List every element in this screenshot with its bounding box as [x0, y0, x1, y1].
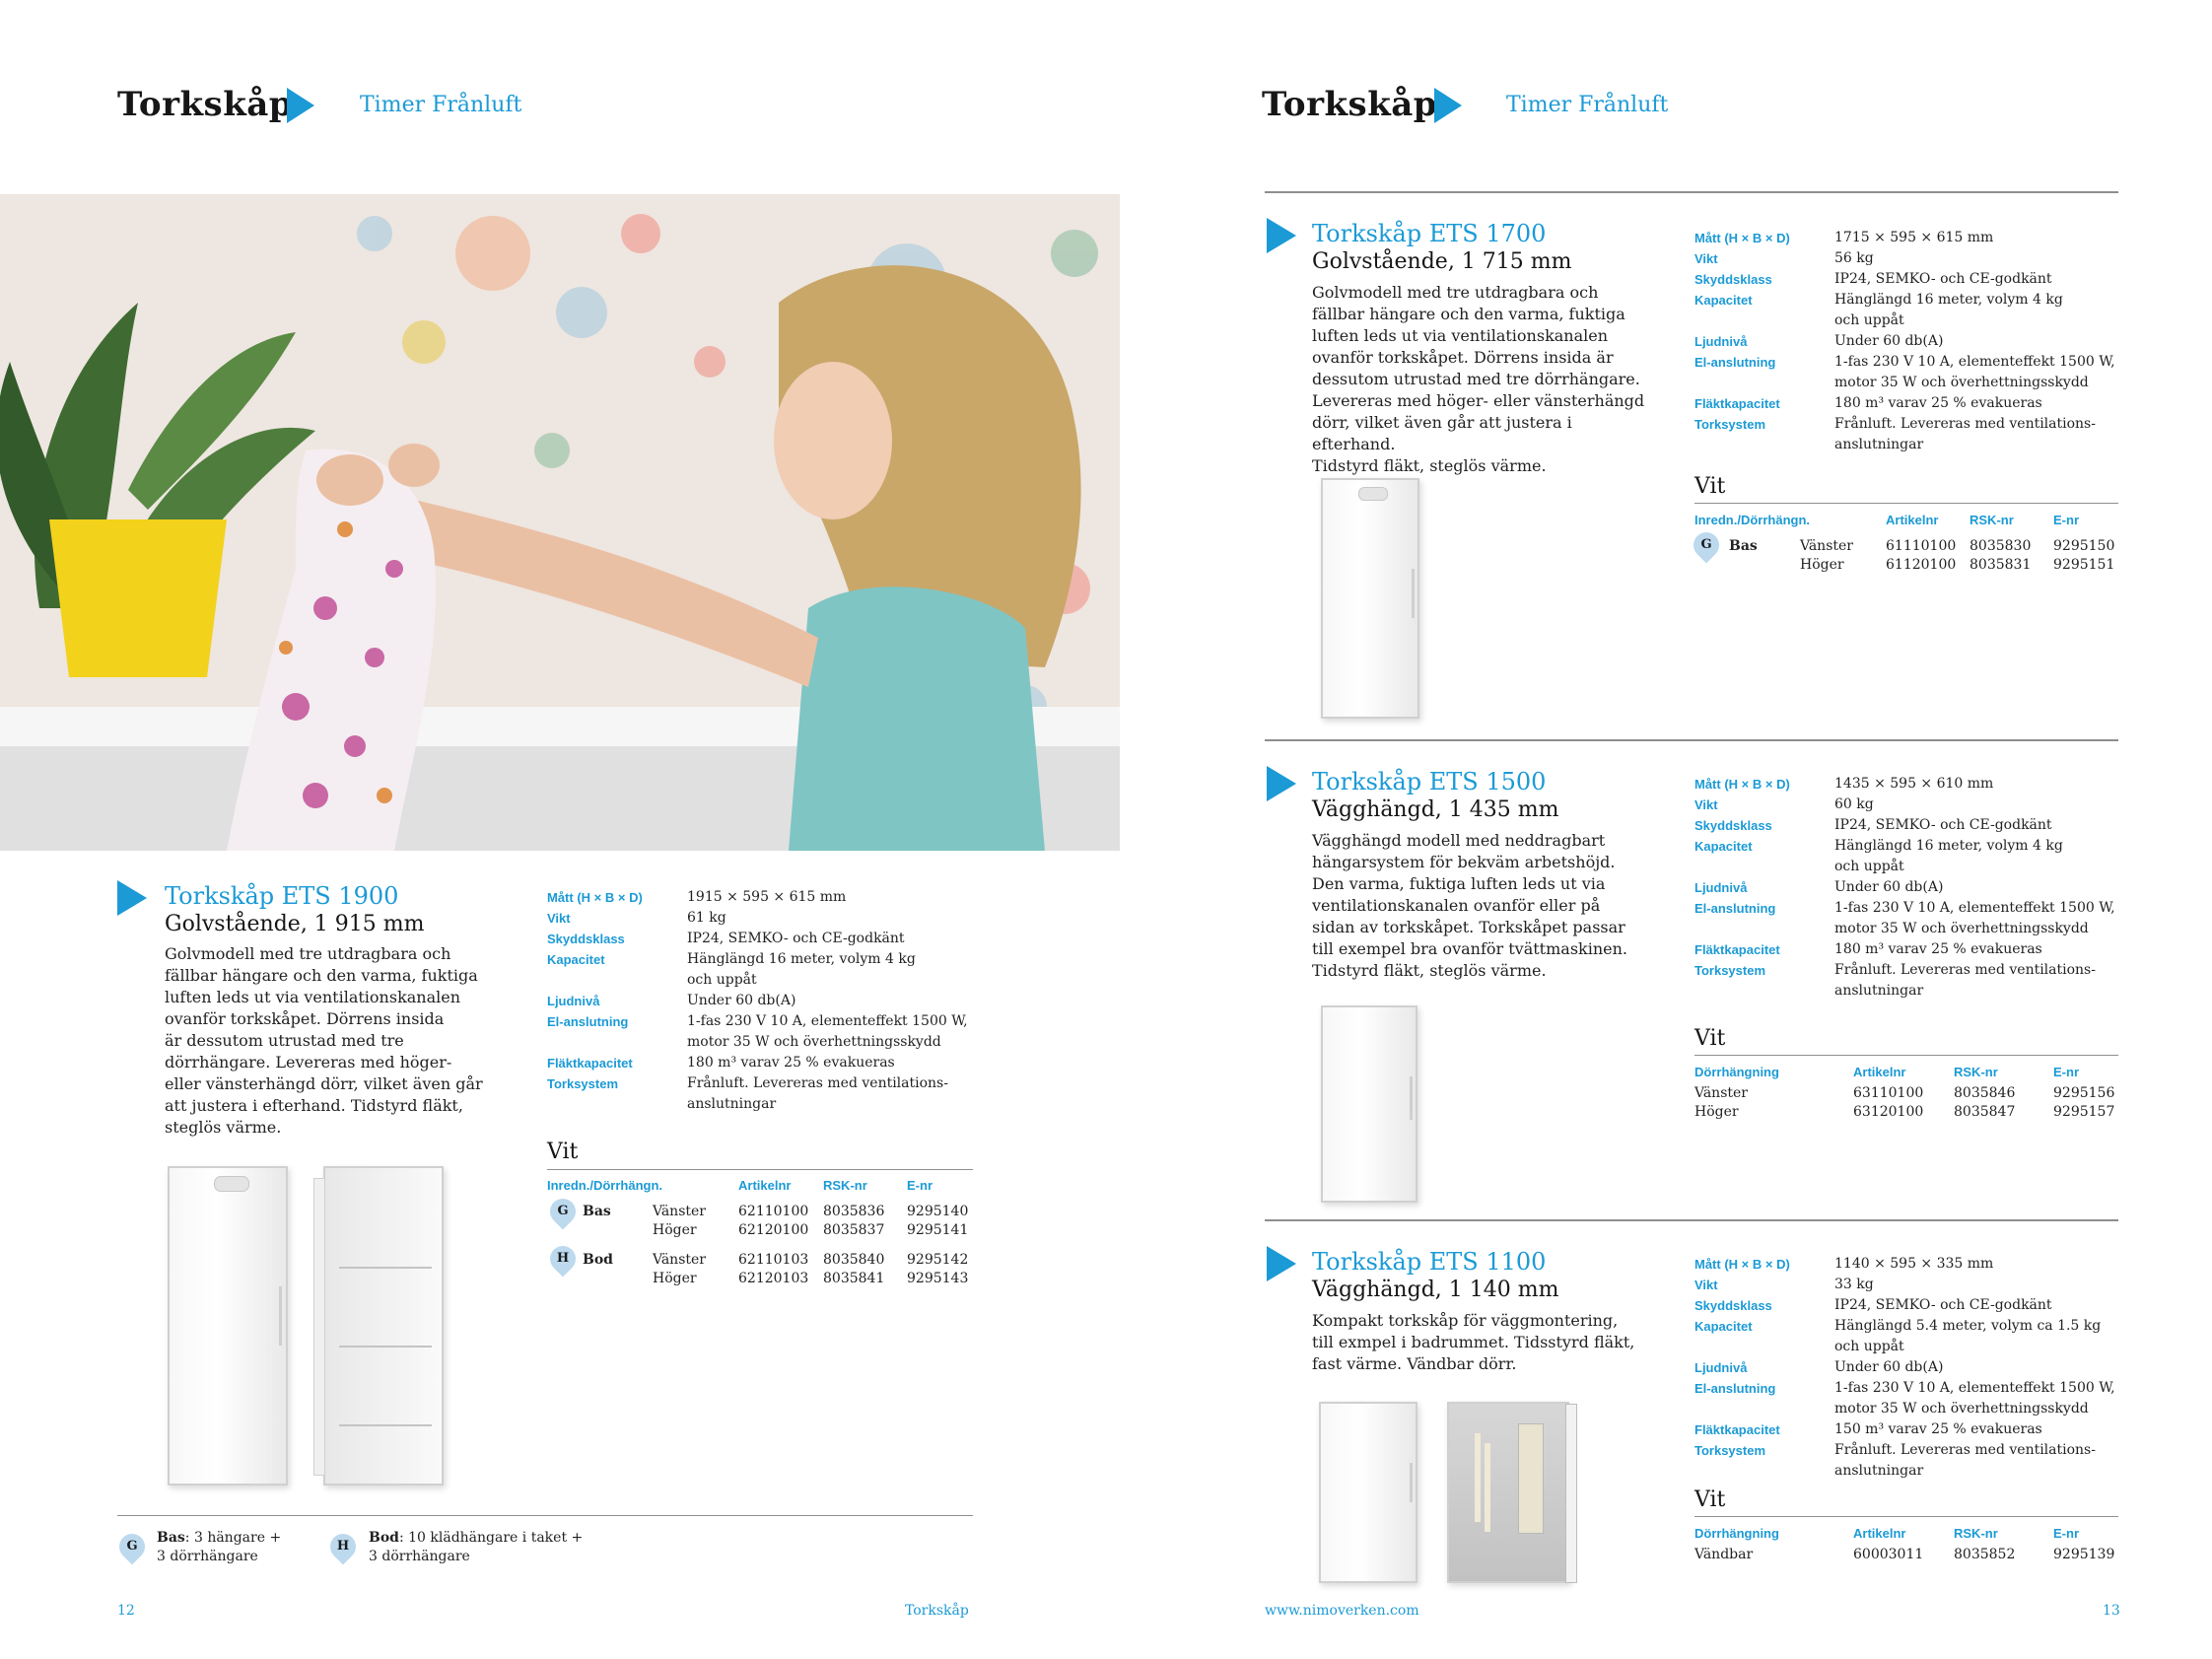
table-cell: Höger [1694, 1104, 1739, 1120]
col-header: E-nr [2053, 513, 2079, 527]
divider [117, 1515, 973, 1516]
col-header: Artikelnr [1886, 513, 1939, 527]
website-url[interactable]: www.nimoverken.com [1265, 1603, 1419, 1619]
spec-label: Kapacitet [1694, 839, 1753, 854]
col-header: RSK-nr [1954, 1526, 1998, 1541]
spec-list-ets1900 [547, 887, 973, 1115]
col-header: E-nr [2053, 1526, 2079, 1541]
left-header-title: Torkskåp [117, 85, 294, 124]
spec-label: El-anslutning [1694, 355, 1776, 370]
spec-value: Hänglängd 16 meter, volym 4 kg och uppåt [1834, 292, 2063, 328]
spec-label: Vikt [1694, 251, 1718, 266]
table-cell: 8035840 [823, 1252, 885, 1268]
table-cell: 62110103 [738, 1252, 809, 1268]
spec-value: Frånluft. Levereras med ventilations- anslutningar [1834, 962, 2096, 999]
col-header-enr: E-nr [907, 1178, 933, 1193]
spec-list-ets1100 [1694, 1254, 2120, 1482]
spec-value: 1140 × 595 × 335 mm [1834, 1256, 1994, 1272]
spec-label: Skyddsklass [1694, 1298, 1772, 1313]
col-header-inredn: Inredn./Dörrhängn. [547, 1178, 662, 1193]
spec-value: 1915 × 595 × 615 mm [687, 889, 847, 905]
badge-g-label: G [557, 1204, 569, 1218]
product-subtitle-ets1700: Golvstående, 1 715 mm [1312, 249, 1572, 274]
spec-label: Kapacitet [1694, 1319, 1753, 1334]
table-cell: 8035831 [1970, 557, 2032, 573]
table-cell: 8035837 [823, 1222, 885, 1238]
product-name-ets1500: Torkskåp ETS 1500 [1312, 768, 1547, 795]
footnote-bold: Bas [157, 1530, 185, 1546]
spec-label: Vikt [547, 911, 571, 926]
cabinet-image-ets1500 [1321, 1005, 1417, 1203]
right-header-title: Torkskåp [1262, 85, 1438, 124]
color-heading: Vit [1694, 1026, 1726, 1051]
product-subtitle-ets1900: Golvstående, 1 915 mm [165, 912, 425, 936]
cabinet-image-open [323, 1166, 444, 1486]
spec-value: 33 kg [1834, 1277, 1874, 1292]
table-cell: 61120100 [1886, 557, 1957, 573]
spec-value: 180 m³ varav 25 % evakueras [687, 1055, 895, 1071]
product-description-ets1700: Golvmodell med tre utdragbara och fällbar hängare och den varma, fuktiga luften leds ut via ventilationskanalen ovanför torkskåpet. Dörrens insida är dessutom utrustad med tre dörrhängare. Levereras med höger- eller vänsterhängd dörr, vilket även går att justera i efterhand. Tidstyrd fläkt, steglös värme. [1312, 283, 1645, 475]
spec-label: Fläktkapacitet [547, 1056, 633, 1071]
section-divider [1265, 191, 2118, 193]
badge-g-label: G [1700, 537, 1712, 552]
divider [547, 1169, 973, 1170]
spec-value: IP24, SEMKO- och CE-godkänt [1834, 817, 2052, 833]
spec-label: Kapacitet [1694, 293, 1753, 308]
cabinet-image-ets1700 [1321, 478, 1419, 719]
spec-value: Frånluft. Levereras med ventilations- anslutningar [687, 1075, 948, 1112]
product-arrow-icon [1267, 766, 1296, 801]
left-section-label: Torkskåp [905, 1603, 969, 1619]
spec-label: Skyddsklass [1694, 272, 1772, 287]
table-cell: 9295141 [907, 1222, 969, 1238]
col-header: Dörrhängning [1694, 1065, 1779, 1079]
spec-value: 1-fas 230 V 10 A, elementeffekt 1500 W, motor 35 W och överhettningsskydd [1834, 1380, 2115, 1417]
section-divider [1265, 1219, 2118, 1221]
table-cell: 62120100 [738, 1222, 809, 1238]
col-header-artikelnr: Artikelnr [738, 1178, 792, 1193]
table-cell: Höger [653, 1271, 697, 1286]
spec-label: El-anslutning [547, 1014, 629, 1029]
product-subtitle-ets1500: Vägghängd, 1 435 mm [1312, 797, 1559, 822]
table-cell: 8035847 [1954, 1104, 2016, 1120]
divider [1694, 1055, 2118, 1056]
table-cell: 61110100 [1886, 538, 1957, 554]
spec-value: IP24, SEMKO- och CE-godkänt [1834, 1297, 2052, 1313]
spec-value: Under 60 db(A) [1834, 879, 1944, 895]
footnote-bold: Bod [369, 1530, 399, 1546]
spec-label: Torksystem [547, 1076, 619, 1091]
spec-label: El-anslutning [1694, 1381, 1776, 1396]
col-header: Dörrhängning [1694, 1526, 1779, 1541]
footnote-badge-g-label: G [126, 1539, 138, 1554]
right-page-number: 13 [2103, 1603, 2120, 1619]
spec-list-ets1700 [1694, 228, 2120, 455]
divider [1694, 1516, 2118, 1517]
divider [1694, 503, 2118, 504]
spec-value: 60 kg [1834, 796, 1874, 812]
spec-value: 150 m³ varav 25 % evakueras [1834, 1421, 2042, 1437]
product-name-ets1100: Torkskåp ETS 1100 [1312, 1248, 1547, 1276]
header-arrow-icon [1434, 88, 1462, 123]
spec-label: Ljudnivå [1694, 334, 1748, 349]
color-heading: Vit [1694, 1487, 1726, 1512]
spec-value: 1435 × 595 × 610 mm [1834, 776, 1994, 792]
spec-label: Ljudnivå [1694, 1360, 1748, 1375]
spec-label: Mått (H × B × D) [1694, 1257, 1790, 1272]
table-cell: 9295142 [907, 1252, 969, 1268]
product-name-ets1900: Torkskåp ETS 1900 [165, 882, 399, 910]
color-heading: Vit [1694, 474, 1726, 499]
cabinet-image-closed [168, 1166, 288, 1486]
table-cell: Vänster [653, 1252, 706, 1268]
spec-label: Fläktkapacitet [1694, 942, 1780, 957]
spec-label: El-anslutning [1694, 901, 1776, 916]
spec-label: Torksystem [1694, 1443, 1766, 1458]
col-header: RSK-nr [1970, 513, 2014, 527]
table-cell: Höger [653, 1222, 697, 1238]
table-cell: 63110100 [1853, 1085, 1924, 1101]
left-header-subtitle: Timer Frånluft [360, 93, 522, 117]
cabinet-image-ets1100-closed [1319, 1402, 1417, 1583]
table-cell: 63120100 [1853, 1104, 1924, 1120]
spec-value: 180 m³ varav 25 % evakueras [1834, 941, 2042, 957]
col-header: Artikelnr [1853, 1526, 1906, 1541]
footnote-bas [157, 1529, 281, 1566]
table-cell: 62120103 [738, 1271, 809, 1286]
spec-label: Mått (H × B × D) [547, 890, 643, 905]
table-cell: 8035836 [823, 1204, 885, 1219]
spec-value: Under 60 db(A) [1834, 333, 1944, 349]
footnote-bod [369, 1529, 583, 1566]
spec-label: Ljudnivå [1694, 880, 1748, 895]
table-cell: 60003011 [1853, 1547, 1924, 1562]
footnote-text: : 3 hängare + 3 dörrhängare [157, 1530, 282, 1564]
color-heading: Vit [547, 1140, 579, 1164]
table-cell: 8035846 [1954, 1085, 2016, 1101]
spec-value: IP24, SEMKO- och CE-godkänt [687, 931, 905, 946]
product-subtitle-ets1100: Vägghängd, 1 140 mm [1312, 1278, 1559, 1302]
spec-value: 1715 × 595 × 615 mm [1834, 230, 1994, 245]
badge-h-label: H [556, 1251, 570, 1266]
spec-label: Torksystem [1694, 963, 1766, 978]
footnote-badge-h-label: H [336, 1539, 350, 1554]
table-cell: 8035830 [1970, 538, 2032, 554]
spec-label: Mått (H × B × D) [1694, 231, 1790, 245]
table-cell: 8035852 [1954, 1547, 2016, 1562]
table-cell: 9295157 [2053, 1104, 2115, 1120]
table-cell: Vänster [653, 1204, 706, 1219]
spec-value: Frånluft. Levereras med ventilations- anslutningar [1834, 1442, 2096, 1479]
spec-label: Kapacitet [547, 952, 605, 967]
spec-value: 180 m³ varav 25 % evakueras [1834, 395, 2042, 411]
left-page-number: 12 [117, 1603, 135, 1619]
spec-label: Skyddsklass [547, 932, 625, 946]
col-header: RSK-nr [1954, 1065, 1998, 1079]
group-name: Bod [583, 1252, 613, 1268]
spec-label: Vikt [1694, 797, 1718, 812]
spec-value: Under 60 db(A) [687, 993, 796, 1008]
section-divider [1265, 739, 2118, 741]
product-description-ets1500: Vägghängd modell med neddragbart hängarsystem för bekväm arbetshöjd. Den varma, fuktiga luften leds ut via ventilationskanalen ovanför eller på sidan av torkskåpet. Torkskåpet passar till exempel bra ovanför tvättmaskinen. Tidstyrd fläkt, steglös värme. [1312, 831, 1627, 980]
spec-label: Ljudnivå [547, 994, 600, 1008]
table-cell: 8035841 [823, 1271, 885, 1286]
table-cell: Vändbar [1694, 1547, 1754, 1562]
table-cell: Höger [1800, 557, 1844, 573]
spec-value: 61 kg [687, 910, 726, 926]
col-header-rsknr: RSK-nr [823, 1178, 867, 1193]
cabinet-image-ets1100-open [1447, 1402, 1569, 1583]
group-name: Bas [1729, 538, 1758, 554]
table-cell: 9295140 [907, 1204, 969, 1219]
table-cell: 62110100 [738, 1204, 809, 1219]
spec-value: Hänglängd 16 meter, volym 4 kg och uppåt [1834, 838, 2063, 874]
spec-value: 56 kg [1834, 250, 1874, 266]
footnote-text: : 10 klädhängare i taket + 3 dörrhängare [369, 1530, 584, 1564]
spec-list-ets1500 [1694, 774, 2120, 1002]
product-arrow-icon [1267, 1246, 1296, 1281]
col-header: Artikelnr [1853, 1065, 1906, 1079]
spec-value: 1-fas 230 V 10 A, elementeffekt 1500 W, motor 35 W och överhettningsskydd [1834, 354, 2115, 390]
table-cell: Vänster [1694, 1085, 1748, 1101]
spec-label: Mått (H × B × D) [1694, 777, 1790, 792]
spec-label: Vikt [1694, 1278, 1718, 1292]
spec-label: Fläktkapacitet [1694, 1422, 1780, 1437]
group-name: Bas [583, 1204, 611, 1219]
product-arrow-icon [117, 880, 147, 916]
spec-value: 1-fas 230 V 10 A, elementeffekt 1500 W, motor 35 W och överhettningsskydd [1834, 900, 2115, 936]
right-header-subtitle: Timer Frånluft [1506, 93, 1669, 117]
spec-value: IP24, SEMKO- och CE-godkänt [1834, 271, 2052, 287]
spec-value: Hänglängd 5.4 meter, volym ca 1.5 kg och uppåt [1834, 1318, 2102, 1354]
col-header: E-nr [2053, 1065, 2079, 1079]
spec-value: Frånluft. Levereras med ventilations- anslutningar [1834, 416, 2096, 452]
spec-value: Under 60 db(A) [1834, 1359, 1944, 1375]
table-cell: 9295143 [907, 1271, 969, 1286]
photo-illustration [0, 194, 1120, 851]
col-header: Inredn./Dörrhängn. [1694, 513, 1810, 527]
spec-label: Skyddsklass [1694, 818, 1772, 833]
table-cell: 9295156 [2053, 1085, 2115, 1101]
header-arrow-icon [287, 88, 314, 123]
product-name-ets1700: Torkskåp ETS 1700 [1312, 220, 1547, 247]
spec-label: Torksystem [1694, 417, 1766, 432]
table-cell: 9295139 [2053, 1547, 2115, 1562]
spec-label: Fläktkapacitet [1694, 396, 1780, 411]
spec-value: 1-fas 230 V 10 A, elementeffekt 1500 W, motor 35 W och överhettningsskydd [687, 1013, 968, 1050]
product-description-ets1900: Golvmodell med tre utdragbara och fällbar hängare och den varma, fuktiga luften leds ut via ventilationskanalen ovanför torkskåpet. Dörrens insida är dessutom utrustad med tre dörrhängare. Levereras med höger- eller vänsterhängd dörr, vilket även går att justera i efterhand. Tidstyrd fläkt, steglös värme. [165, 944, 483, 1137]
table-cell: 9295151 [2053, 557, 2115, 573]
product-arrow-icon [1267, 218, 1296, 253]
spec-value: Hänglängd 16 meter, volym 4 kg och uppåt [687, 951, 916, 988]
table-cell: 9295150 [2053, 538, 2115, 554]
lifestyle-photo [0, 194, 1120, 851]
table-cell: Vänster [1800, 538, 1853, 554]
product-description-ets1100: Kompakt torkskåp för väggmontering, till exmpel i badrummet. Tidsstyrd fläkt, fast värme. Vändbar dörr. [1312, 1311, 1635, 1373]
